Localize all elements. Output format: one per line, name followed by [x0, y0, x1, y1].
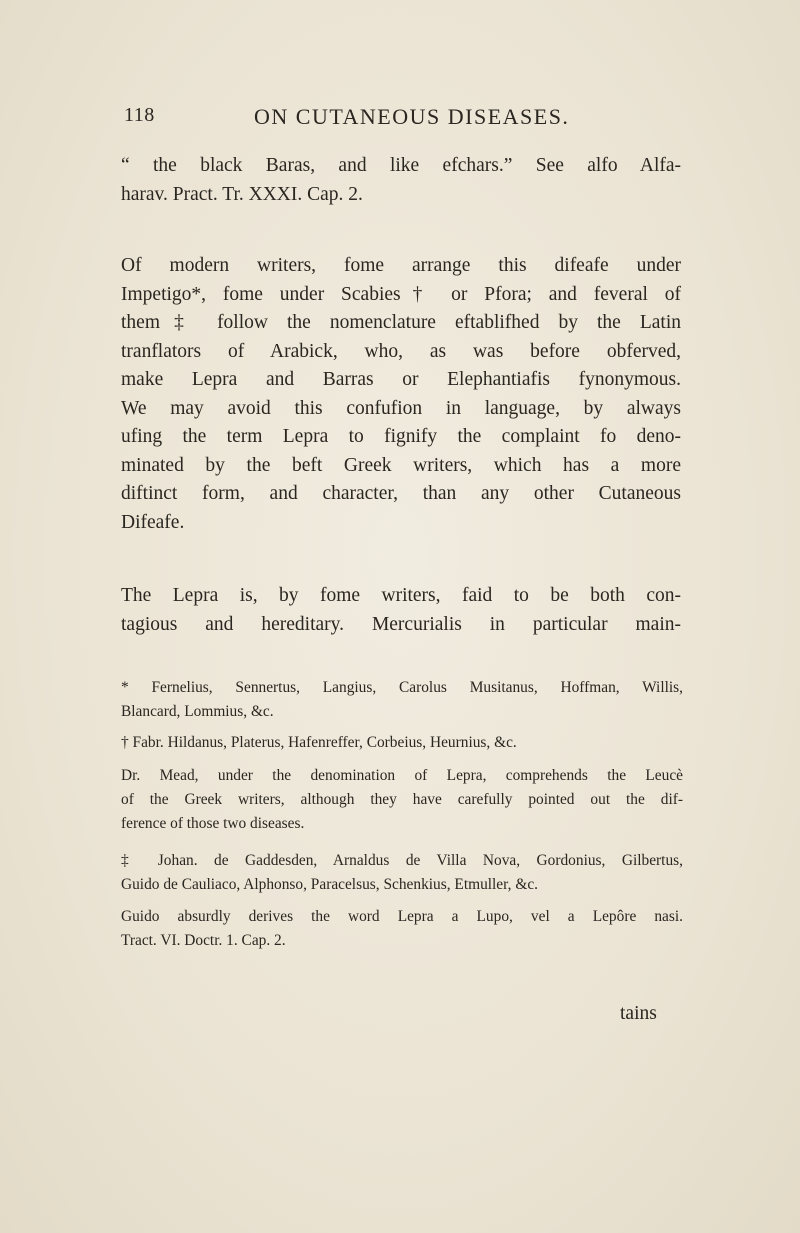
footnote-double-dagger: [121, 849, 683, 897]
text-line: make Lepra and Barras or Elephantiafis fynonymous.: [121, 369, 681, 390]
text-line: tranflators of Arabick, who, as was before obferved,: [121, 340, 681, 362]
text-line: ufing the term Lepra to fignify the complaint fo deno-: [121, 426, 681, 447]
footnote-line: ference of those two diseases.: [121, 815, 305, 832]
footnote-line: of the Greek writers, although they have carefully pointed out the dif-: [121, 791, 683, 808]
text-line: The Lepra is, by fome writers, faid to be both con-: [121, 585, 681, 606]
running-head: ON CUTANEOUS DISEASES.: [254, 104, 570, 129]
footnote-guido: [121, 905, 683, 953]
footnote-line: Dr. Mead, under the denomination of Lepra, comprehends the Leucè: [121, 767, 683, 784]
paragraph-1: [121, 152, 681, 209]
footnote-line: Tract. VI. Doctr. 1. Cap. 2.: [121, 932, 286, 949]
text-line: Impetigo*, fome under Scabies† or Pfora; and feveral of: [121, 283, 681, 305]
footnote-line: Guido absurdly derives the word Lepra a Lupo, vel a Lepôre nasi.: [121, 908, 683, 925]
text-line: them‡ follow the nomenclature eftablifhed by the Latin: [121, 312, 681, 333]
footnote-line: † Fabr. Hildanus, Platerus, Hafenreffer, Corbeius, Heurnius, &c.: [121, 734, 517, 751]
text-line: tagious and hereditary. Mercurialis in particular main-: [121, 613, 681, 635]
footnote-mead: [121, 764, 683, 836]
page-number: 118: [124, 104, 155, 126]
page-header: [124, 104, 684, 134]
footnote-line: Guido de Cauliaco, Alphonso, Paracelsus, Schenkius, Etmuller, &c.: [121, 876, 538, 893]
text-line: harav. Pract. Tr. XXXI. Cap. 2.: [121, 183, 363, 205]
footnote-line: * Fernelius, Sennertus, Langius, Carolus Musitanus, Hoffman, Willis,: [121, 679, 683, 696]
text-line: diftinct form, and character, than any other Cutaneous: [121, 483, 681, 504]
text-line: minated by the beft Greek writers, which has a more: [121, 454, 681, 476]
text-line: We may avoid this confufion in language, by always: [121, 397, 681, 419]
footnote-line: ‡ Johan. de Gaddesden, Arnaldus de Villa Nova, Gordonius, Gilbertus,: [121, 852, 683, 869]
text-line: “ the black Baras, and like efchars.” See alfo Alfa-: [121, 155, 681, 176]
footnote-asterisk: [121, 676, 683, 724]
paragraph-2: [121, 252, 681, 537]
text-line: Of modern writers, fome arrange this difeafe under: [121, 255, 681, 276]
text-line: Difeafe.: [121, 511, 185, 533]
paragraph-3: [121, 582, 681, 639]
footnote-dagger: [121, 731, 683, 755]
footnote-line: Blancard, Lommius, &c.: [121, 703, 274, 720]
catchword: tains: [620, 1003, 657, 1024]
